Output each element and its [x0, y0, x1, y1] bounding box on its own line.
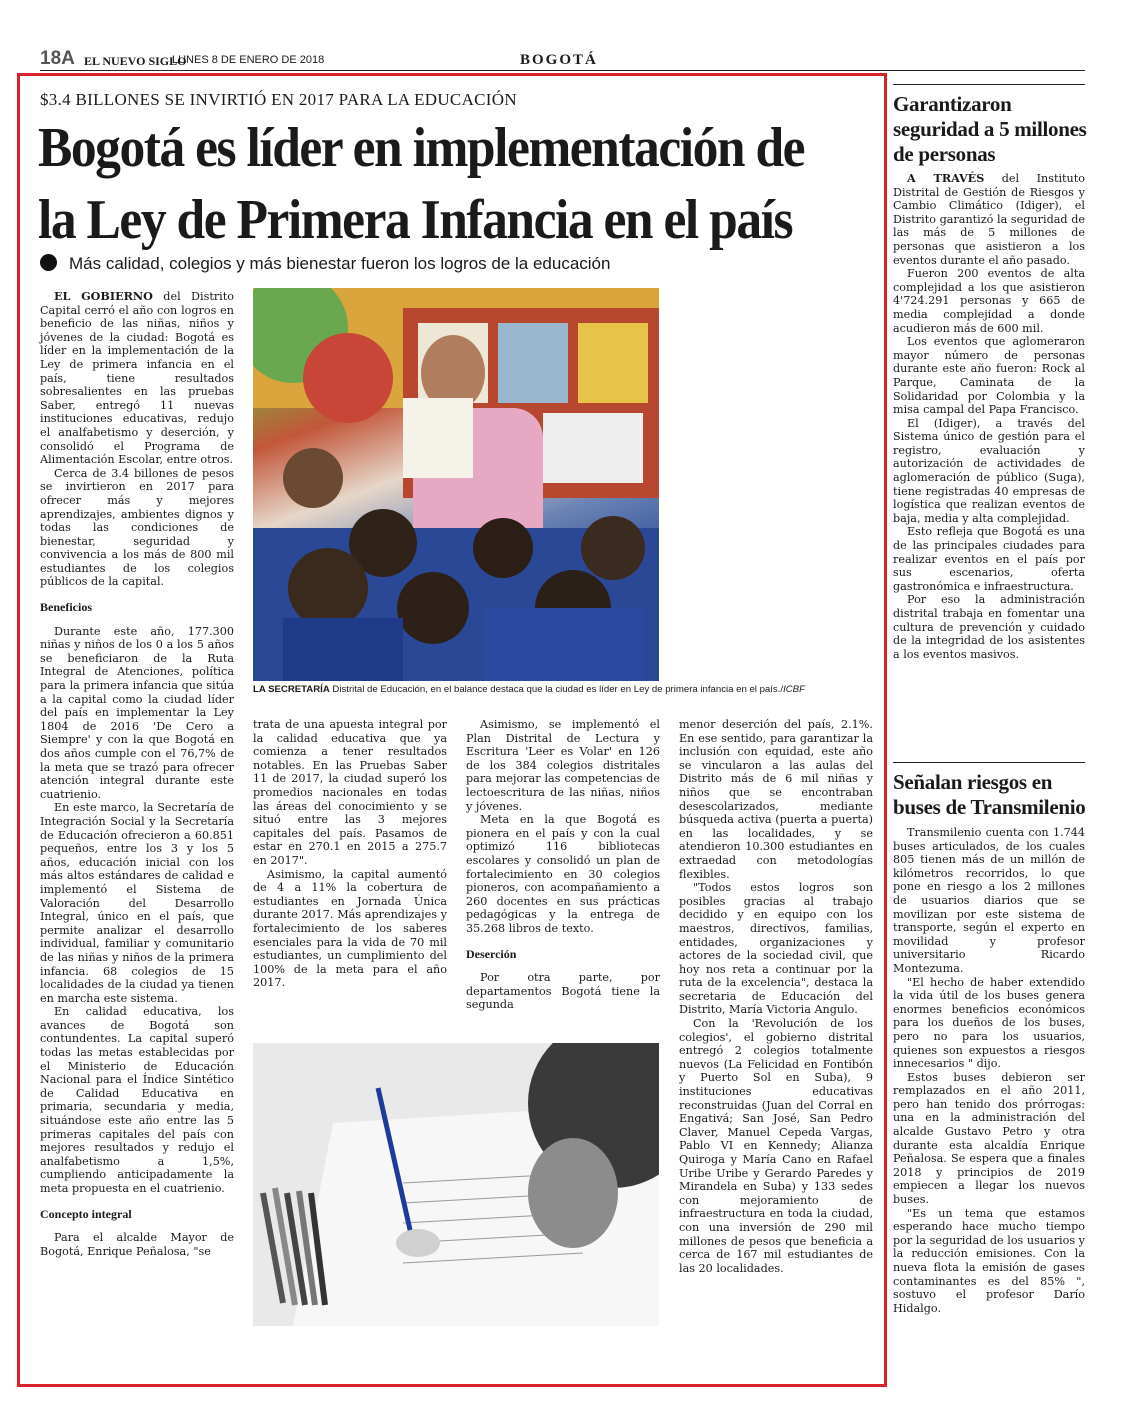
paragraph: Esto refleja que Bogotá es una de las principales ciudades para realizar eventos en el país por sus escenarios, oferta gastronómica e infraestructura.: [893, 525, 1085, 593]
bullet-icon: [40, 254, 57, 271]
paragraph: En calidad educativa, los avances de Bogotá son contundentes. La capital superó todas las metas establecidas por el Ministerio de Educación Nacional para el Índice Sintético de Calidad Educativa en primaria, secundaria y media, situándose este año entre las 5 primeras capitales del país con mejores resultados y redujo el analfabetismo a 1,5%, cumpliendo anticipadamente la meta propuesta en el cuatrienio.: [40, 1005, 234, 1195]
subheadline: [40, 254, 610, 274]
paragraph: "El hecho de haber extendido la vida útil de los buses genera enormes beneficios económicos para los dueños de los buses, pero no para los usuarios, quienes son expuestos a riesgos innecesarios " dijo.: [893, 975, 1085, 1071]
caption-lead: LA SECRETARÍA: [253, 684, 330, 695]
paragraph: Con la 'Revolución de los colegios', el gobierno distrital entregó 2 colegios totalmente nuevos (La Felicidad en Fontibón y Puerto Sol en Suba), 9 instituciones educativas reconstruidas (Juan del Corral en Engativá; San José, San Pedro Claver, Manuel Cepeda Vargas, Pablo VI en Kennedy; Alianza Quiroga y María Cano en Rafael Uribe Uribe y Gerardo Paredes y Mirandela en Suba) y 133 sedes con mejoramiento de infraestructura en toda la ciudad, con una inversión de 290 mil millones de pesos que beneficia a cerca de 167 mil estudiantes de las 20 localidades.: [679, 1017, 873, 1275]
newspaper-name: EL NUEVO SIGLO: [84, 54, 187, 68]
sidebar-rule: [893, 762, 1085, 763]
paragraph: Meta en la que Bogotá es pionera en el país y con la cual optimizó 116 bibliotecas escolares y consolidó un plan de fortalecimiento en 30 colegios pioneros, con acompañamiento a 260 docentes en sus prácticas pedagógicas y la entrega de 35.268 libros de texto.: [466, 813, 660, 935]
paragraph: Por otra parte, por departamentos Bogotá tiene la segunda: [466, 971, 660, 1012]
photo-illustration: [253, 288, 659, 681]
paragraph: Los eventos que aglomeraron mayor número de personas durante este año fueron: Rock al Parque, Caminata de la Solidaridad por Colombia y la misa campal del Papa Francisco.: [893, 335, 1085, 417]
paragraph: Cerca de 3.4 billones de pesos se invirtieron en 2017 para ofrecer más y mejores aprendizajes, ambientes dignos y todas las condiciones de bienestar, seguridad y convivencia a los más de 800 mil estudiantes de los colegios públicos de la capital.: [40, 466, 234, 589]
subheading-desercion: Deserción: [466, 946, 517, 961]
paragraph: El (Idiger), a través del Sistema único de gestión para el registro, evaluación y autorización de actividades de aglomeración de público (Suga), tiene registradas 40 empresas de logística que realizan eventos de baja, media y alta complejidad.: [893, 416, 1085, 525]
paragraph: Por eso la administración distrital trabaja en fomentar una cultura de prevención y cuidado de la integridad de los asistentes a los eventos masivos.: [893, 593, 1085, 661]
issue-date: LUNES 8 DE ENERO DE 2018: [172, 54, 325, 66]
paragraph: Durante este año, 177.300 niñas y niños de los 0 a los 5 años se beneficiaron de la Ruta Integral de Atenciones, política para la primera infancia que sitúa a la capital como la ciudad líder del país en implementar la Ley 1804 de 2016 'De Cero a Siempre' y con la que Bogotá en dos años cumple con el 76,7% de la meta que se trazó para ofrecer atención integral durante este cuatrienio.: [40, 624, 234, 801]
paragraph: [40, 290, 234, 467]
paragraph: Para el alcalde Mayor de Bogotá, Enrique Peñalosa, "se: [40, 1231, 234, 1258]
classroom-photo: [253, 288, 659, 681]
lead-in: A TRAVÉS: [907, 171, 985, 185]
sidebar-rule: [893, 84, 1085, 85]
paragraph: trata de una apuesta integral por la calidad educativa que ya comienza a tener resultados notables. En las Pruebas Saber 11 de 2017, la ciudad superó los promedios nacionales en todas las áreas del conocimiento y se situó entre las 3 mejores capitales del país. Pasamos de estar en 270.1 en 2015 a 275.7 en 2017".: [253, 718, 447, 867]
paragraph: Fueron 200 eventos de alta complejidad a los que asistieron 4'724.291 personas y 665 de media complejidad a donde acudieron más de 600 mil.: [893, 267, 1085, 335]
sidebar-1-title: Garantizaron seguridad a 5 millones de personas: [893, 92, 1087, 166]
photo-caption: [253, 684, 859, 695]
article-column-4: [679, 718, 873, 1275]
lead-in: EL GOBIERNO: [54, 289, 153, 303]
paragraph: "Todos estos logros son posibles gracias al trabajo decidido y en equipo con los maestros, directivos, familias, entidades, organizaciones y actores de la sociedad civil, que hoy nos reta a continuar por la ruta de la excelencia", destaca la secretaria de Educación del Distrito, María Victoria Angulo.: [679, 881, 873, 1017]
paragraph-text: del Instituto Distrital de Gestión de Riesgos y Cambio Climático (Idiger), el Distrito garantizó la seguridad de las más de 5 millones de personas que asistieron a los eventos durante el año pasado.: [893, 172, 1085, 267]
sidebar-2-body: [893, 826, 1085, 1315]
student-writing-photo: [253, 1043, 659, 1326]
article-column-3: [466, 718, 660, 1012]
paragraph-text: del Distrito Capital cerró el año con logros en beneficio de las niñas, niños y jóvenes de la ciudad: Bogotá es líder en la implementación de la Ley de primera infancia en el país, tiene resultados sobresalientes en las pruebas Saber, entregó 11 nuevas instituciones educativas, redujo el analfabetismo y deserción, y consolidó el Programa de Alimentación Escolar, entre otros.: [40, 290, 234, 467]
paragraph: Transmilenio cuenta con 1.744 buses articulados, de los cuales 805 tienen más de un millón de kilómetros recorridos, lo que pone en riesgo a los 2 millones de usuarios diarios que se movilizan por este sistema de transporte, según el experto en movilidad y profesor universitario Ricardo Montezuma.: [893, 826, 1085, 975]
sidebar-1-body: [893, 172, 1085, 661]
caption-text: Distrital de Educación, en el balance destaca que la ciudad es líder en Ley de primera infancia en el país./: [329, 684, 784, 695]
paragraph: menor deserción del país, 2.1%. En ese sentido, para garantizar la inclusión con equidad, este año se vincularon a las aulas del Distrito más de 6 mil niñas y niños que se encontraban desescolarizados, mediante búsqueda activa (puerta a puerta) en las localidades, y se atendieron 10.300 estudiantes en extraedad con metodologías flexibles.: [679, 718, 873, 881]
header-rule: [40, 70, 1085, 71]
paragraph: En este marco, la Secretaría de Integración Social y la Secretaría de Educación ofrecieron a 60.851 pequeños, entre los 3 y los 5 años, educación inicial con los más altos estándares de calidad e implementó el Sistema de Valoración del Desarrollo Integral, único en el país, que permite analizar el desarrollo individual, familiar y comunitario de las niñas y niños de la primera infancia. 68 colegios de 15 localidades de la ciudad ya tienen en marcha este sistema.: [40, 801, 234, 1005]
subheading-concepto: Concepto integral: [40, 1206, 132, 1221]
paragraph: Asimismo, se implementó el Plan Distrital de Lectura y Escritura 'Leer es Volar' en 126 de los 384 colegios distritales para mejorar las competencias de lectoescritura de las niñas, niños y jóvenes.: [466, 718, 660, 813]
paragraph: [893, 172, 1085, 267]
sidebar-2-title: Señalan riesgos en buses de Transmilenio: [893, 770, 1086, 819]
paragraph: "Es un tema que estamos esperando hace mucho tiempo por la seguridad de los usuarios y la reducción emisiones. Con la nueva flota la emisión de gases contaminantes es del 85% ", sostuvo el profesor Darío Hidalgo.: [893, 1206, 1085, 1315]
photo-credit: ICBF: [783, 684, 805, 695]
paragraph: Asimismo, la capital aumentó de 4 a 11% la cobertura de estudiantes en Jornada Única durante 2017. Más aprendizajes y fortalecimiento de los saberes esenciales para la vida de 70 mil estudiantes, un cumplimiento del 100% de la meta para el año 2017.: [253, 867, 447, 990]
headline: Bogotá es líder en implementación de la Ley de Primera Infancia en el país: [38, 117, 805, 251]
paragraph: Estos buses debieron ser remplazados en el año 2011, pero han tenido dos prórrogas: una en la administración del alcalde Gustavo Petro y otra durante esta alcaldía Enrique Peñalosa. Se espera que a finales 2018 y principios de 2019 empiecen a llegar los nuevos buses.: [893, 1070, 1085, 1207]
article-column-1: [40, 290, 234, 1258]
article-column-2: [253, 718, 447, 990]
subheadline-text: Más calidad, colegios y más bienestar fueron los logros de la educación: [69, 254, 611, 273]
section-name: BOGOTÁ: [520, 52, 598, 68]
page-number: 18A: [40, 48, 75, 69]
kicker: $3.4 BILLONES SE INVIRTIÓ EN 2017 PARA LA EDUCACIÓN: [40, 90, 517, 109]
subheading-beneficios: Beneficios: [40, 600, 92, 615]
photo-illustration-2: [253, 1043, 659, 1326]
